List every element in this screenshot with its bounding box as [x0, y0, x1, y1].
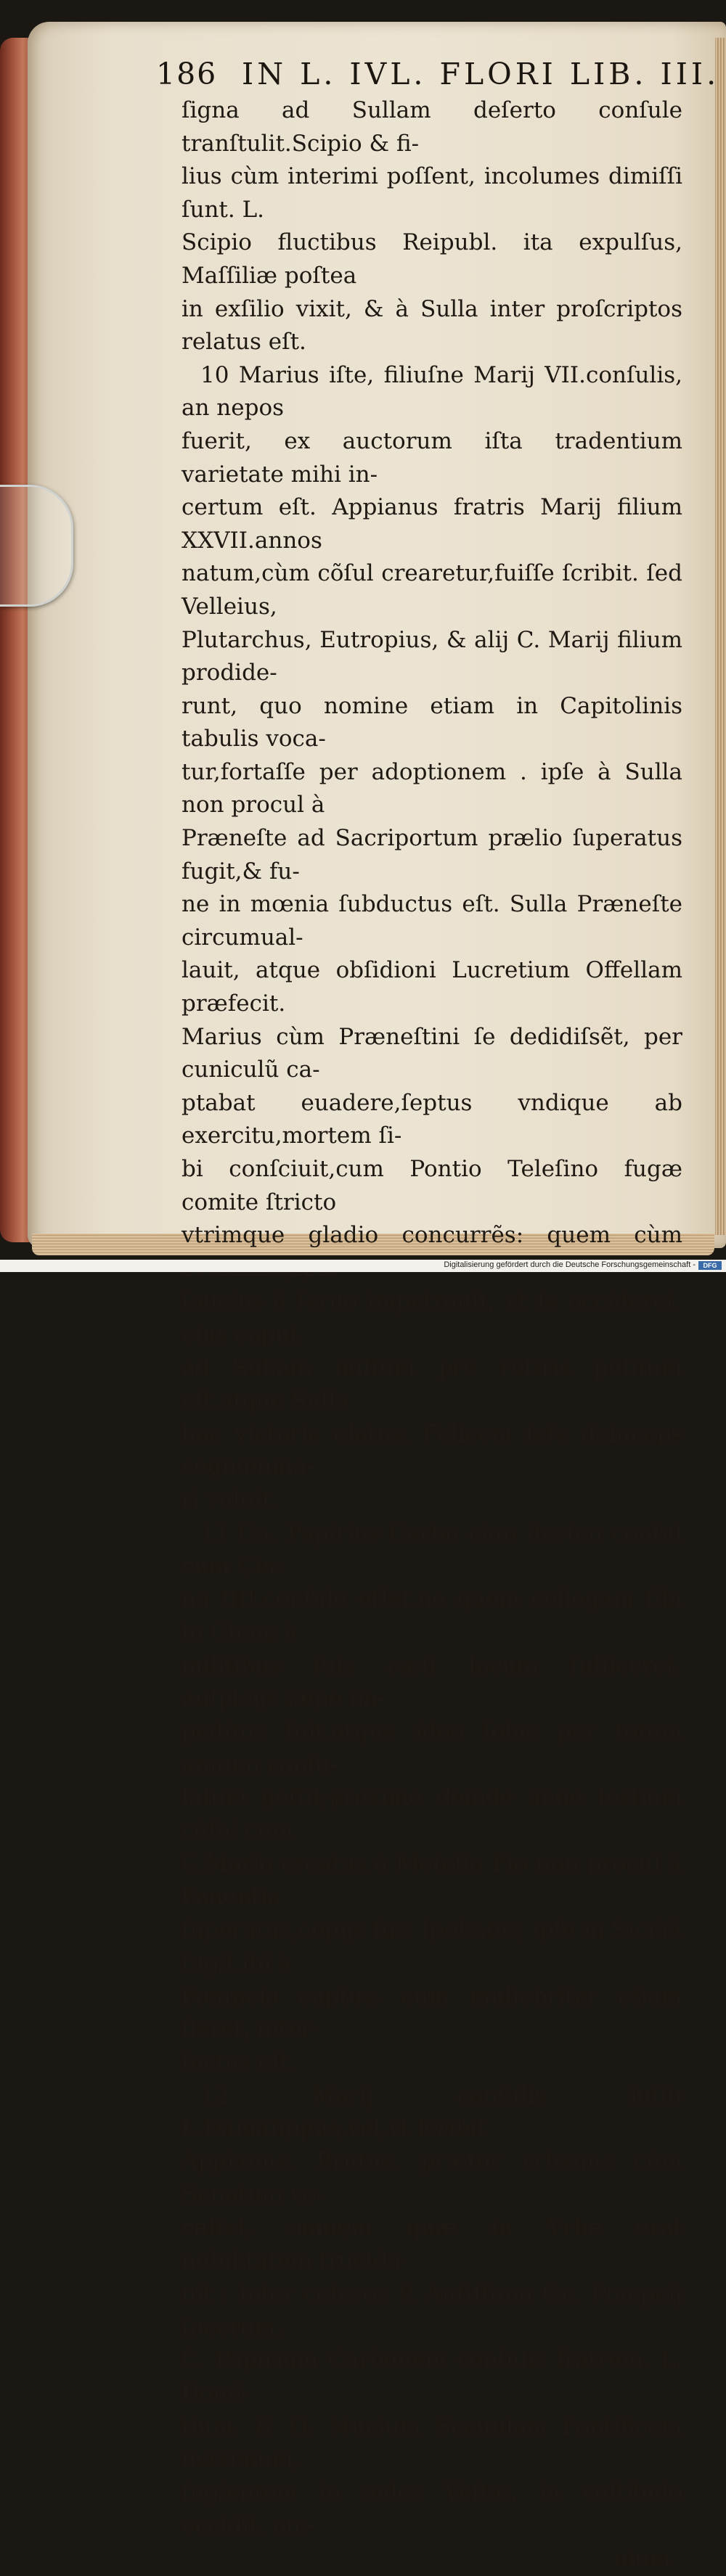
text-line: ad Sullam miſſum pro roſtris poſitum eſt.atque Sulla	[182, 1354, 682, 1414]
text-line: na IIII.conſule eſſet,ne quem collegam ſibi in Cinnę à	[182, 1586, 682, 1646]
text-line: Præneſte ad Sacriportum prælio ſuperatus fugit,& fu-	[182, 825, 682, 885]
text-line: ſaucius à ſeruo impetrauit, vt ſe occideret. eius caput	[182, 1288, 682, 1348]
catchword: nium	[613, 2545, 671, 2572]
text-line: certum eſt. Appianus fratris Marij filium XXVII.annos	[182, 494, 682, 554]
text-line: fugientem in ædes Veſtæ, in veſtibulo occidit. om-	[182, 2479, 682, 2539]
text-line: uit : inter ceteros P. Antiſtium Cn. Pompeij ſocerum,	[182, 2281, 682, 2340]
text-line: Appianus, Brutus, prætor vrbanus cùm Senatum vo-	[182, 2148, 682, 2208]
dfg-logo: DFG	[698, 1261, 722, 1270]
page-clip	[0, 485, 73, 607]
body-text	[182, 94, 682, 2576]
text-line: ne in mœnia ſubductus eſt. Sulla Præneſte circumual-	[182, 891, 682, 951]
text-line: fectus eſt.	[182, 2049, 296, 2076]
text-line: natum,cùm cõſul crearetur,fuiſſe ſcribit. ſed Velleius,	[182, 560, 682, 620]
text-line: latum geſſit;proximo deinde anno tertiùm cõſul cum	[182, 1784, 682, 1844]
text-line: runt, quo nomine etiam in Capitolinis tabulis voca-	[182, 692, 682, 752]
book-right-edge	[715, 38, 726, 1235]
text-line: ri voluit.	[182, 1486, 278, 1513]
funding-credit: Digitalisierung gefördert durch die Deutsche Forschungsgemeinschaft -	[444, 1260, 696, 1269]
text-line: C.Mario creatus,à Metello Pio non procul à Fauentia	[182, 1850, 682, 1911]
running-head: IN L. IVL. FLORI LIB. III.	[242, 57, 720, 91]
paragraph-10-line: 10 Marius iſte, filiuſne Marij VII.conſulis, an nepos	[182, 361, 682, 422]
text-line: peditus fuit,atque ideo ſolus per totum annum conſu-	[182, 1718, 682, 1778]
digitization-footer	[0, 1260, 726, 1272]
text-line: Plutarchus, Eutropius, & alij C. Marij filium prodide-	[182, 626, 682, 686]
text-line: C. Papirium Carbonem conſulis fratrem, L. Domi-	[182, 2347, 682, 2406]
paragraph-12-line: 12 Marij conſulis iuſſu L.Damaſippus,vel,vt ſcribit	[182, 2082, 682, 2142]
text-line: caſſet, omnem quæ in Vrbe erat nobilitatem trucida-	[182, 2215, 682, 2274]
text-line: tur,fortaſſe per adoptionem . ipſe à Sulla non procul à	[182, 758, 682, 819]
text-line: ſigna ad Sullam deſerto conſule tranſtulit.Scipio & fi-	[182, 97, 682, 157]
text-line: fuerit, ex auctorum iſta tradentium varietate mihi in-	[182, 427, 682, 488]
text-line: vtrimque gladio concurrẽs: quem cùm	[182, 1222, 682, 1249]
text-line: tium, & Q. Mucium Sceuulam Pontificem maximum,	[182, 2413, 682, 2473]
text-line: Scipio fluctibus Reipubl. ita expulſus, Maſſiliæ poſtea	[182, 229, 682, 289]
text-line: ſuperatus,copijs ſuis ſpoliatur, ipſe in Siciliã fugit,ibi à	[182, 1916, 682, 1977]
text-line: Pompeio captus, cum muliebriter etiam fleret, inter-	[182, 1982, 682, 2043]
text-line: lius cùm interimi poſſent, incolumes dimiſſi ſunt. L.	[182, 163, 682, 223]
text-line: in exſilio vixit, & à Sulla inter proſcriptos relatus eſt.	[182, 295, 682, 356]
text-line: militibus ſuis cæſi locum ſufficeret, auſpicijs ſæpe im-	[182, 1652, 682, 1712]
text-line: ptabat euadere,ſeptus vndique ab exercitu,mortem ſi-	[182, 1089, 682, 1149]
text-line: hac victoria elatus, Felicem ſeſe deinceps cognomina-	[182, 1420, 682, 1480]
page-header	[156, 57, 720, 100]
text-line: bi conſciuit,cum Pontio Teleſino fugæ comite ſtricto	[182, 1156, 682, 1215]
text-line: lauit, atque obſidioni Lucretium Offellam præfecit.	[182, 957, 682, 1017]
paragraph-11-line: 11 Cn. Papirius Carbo cùm iterùm conſul cum Cin-	[182, 1519, 682, 1580]
page-number: 186	[156, 57, 218, 91]
text-line: Marius cùm Præneſtini ſe dedidiſsẽt, per cuniculũ ca-	[182, 1023, 682, 1083]
